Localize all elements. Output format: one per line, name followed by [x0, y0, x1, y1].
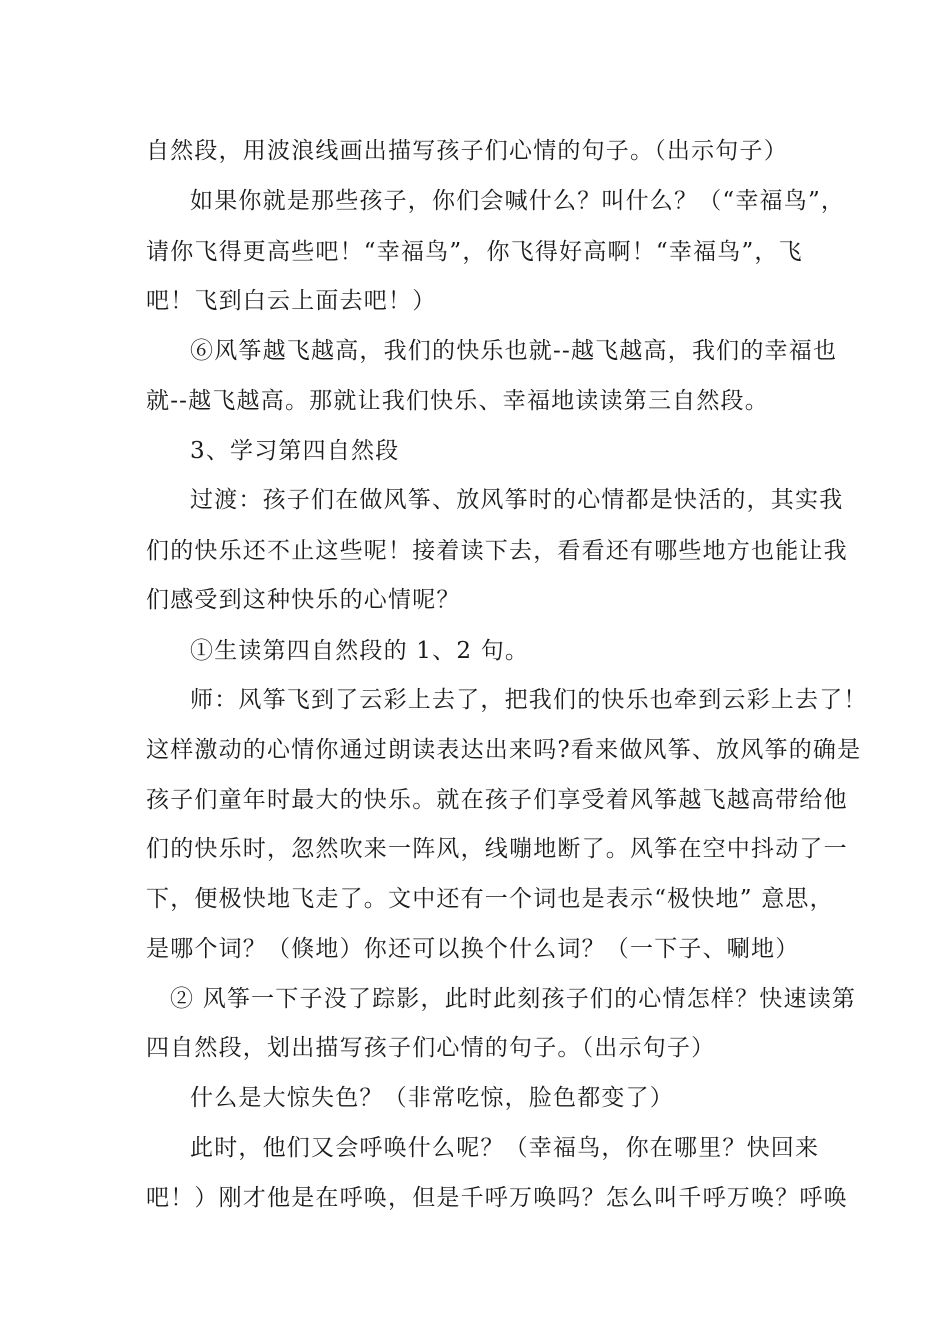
text-line: 吧！）刚才他是在呼唤，但是千呼万唤吗？怎么叫千呼万唤？呼唤	[146, 1185, 848, 1211]
text-line: 如果你就是那些孩子，你们会喊什么？叫什么？（“幸福鸟”，	[190, 188, 846, 214]
section-heading: 3、学习第四自然段	[190, 438, 400, 464]
text-line: 师：风筝飞到了云彩上去了，把我们的快乐也牵到云彩上去了！	[190, 687, 868, 713]
text-line: 过渡：孩子们在做风筝、放风筝时的心情都是快活的，其实我	[190, 487, 844, 513]
text-line: 这样激动的心情你通过朗读表达出来吗?看来做风筝、放风筝的确是	[146, 737, 862, 763]
text-line: 请你飞得更高些吧！“幸福鸟”，你飞得好高啊！“幸福鸟”，飞	[146, 239, 803, 265]
text-line: 们的快乐时，忽然吹来一阵风，线嘣地断了。风筝在空中抖动了一	[146, 836, 848, 862]
text-line: 是哪个词？（倏地）你还可以换个什么词？（一下子、唰地）	[146, 936, 800, 962]
text-line: ② 风筝一下子没了踪影，此时此刻孩子们的心情怎样？快速读第	[170, 986, 857, 1012]
text-line: 此时，他们又会呼唤什么呢？（幸福鸟，你在哪里？快回来	[190, 1135, 820, 1161]
text-line: 们感受到这种快乐的心情呢？	[146, 587, 461, 613]
text-line: 吧！飞到白云上面去吧！）	[146, 288, 437, 314]
text-line: 孩子们童年时最大的快乐。就在孩子们享受着风筝越飞越高带给他	[146, 787, 848, 813]
text-line: 们的快乐还不止这些呢！接着读下去，看看还有哪些地方也能让我	[146, 538, 848, 564]
text-line: ⑥风筝越飞越高，我们的快乐也就--越飞越高，我们的幸福也	[190, 338, 838, 364]
text-line: 四自然段，划出描写孩子们心情的句子。（出示句子）	[146, 1035, 716, 1061]
text-line: 自然段，用波浪线画出描写孩子们心情的句子。（出示句子）	[146, 138, 788, 164]
text-line: 下，便极快地飞走了。文中还有一个词也是表示“极快地” 意思，	[146, 886, 834, 912]
text-line: 什么是大惊失色？（非常吃惊，脸色都变了）	[190, 1085, 674, 1111]
text-line: ①生读第四自然段的 1、2 句。	[190, 638, 530, 664]
text-line: 就--越飞越高。那就让我们快乐、幸福地读读第三自然段。	[146, 388, 769, 414]
